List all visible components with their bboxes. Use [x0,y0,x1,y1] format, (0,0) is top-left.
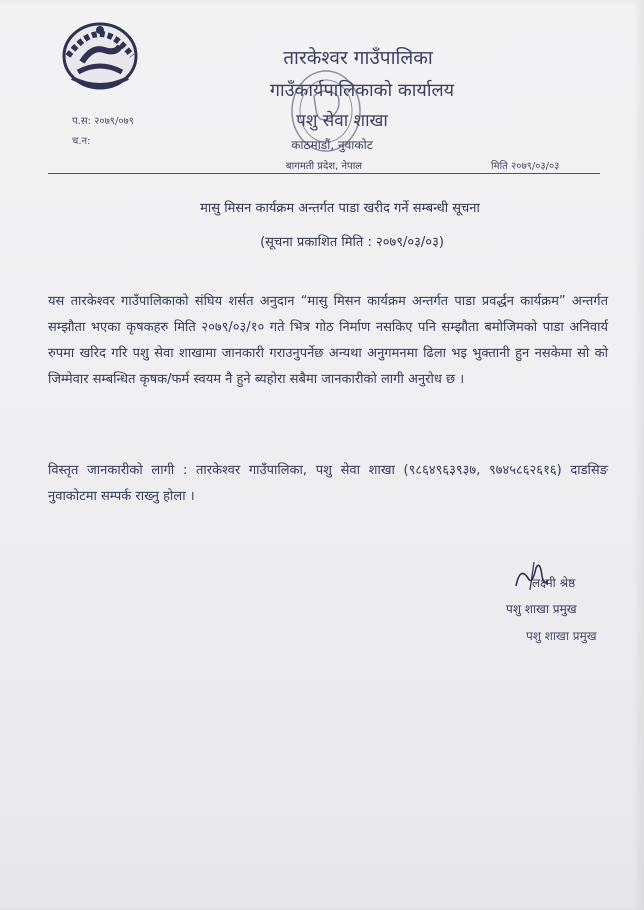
section-name: पशु सेवा शाखा [296,111,388,131]
reference-number: प.स: २०७९/०७९ [72,116,134,127]
letter-date: मिति २०७९/०३/०३ [491,161,560,172]
notice-publish-date: (सूचना प्रकाशित मिति : २०७९/०३/०३) [260,235,444,250]
signatory-position-handwritten: पशु शाखा प्रमुख [506,602,577,616]
office-name: गाउँकार्यपालिकाको कार्यालय [269,80,455,101]
signatory-name: लक्ष्मी श्रेष्ठ [532,576,576,590]
header-divider [48,173,600,174]
signatory-position: पशु शाखा प्रमुख [526,629,597,643]
notice-title: मासु मिसन कार्यक्रम अन्तर्गत पाडा खरीद गर्ने सम्बन्धी सूचना [200,201,480,216]
dispatch-number: च.न: [72,136,91,147]
office-province: बागमती प्रदेश, नेपाल [285,161,363,172]
office-stamp-icon [286,66,366,156]
notice-body-paragraph: यस तारकेश्वर गाउँपालिकाको संघिय शर्सत अनुदान “मासु मिसन कार्यक्रम अन्तर्गत पाडा प्रवर्द्धन कार्यक्रम” अन्तर्गत सम्झौता भएका कृषकहरु मिति २०७९/०३/१० गते भित्र गोठ निर्माण नसकिए पनि सम्झौता बमोजिमको पाडा अनिवार्य रुपमा खरिद गरि पशु सेवा शाखामा जानकारी गराउनुपर्नेछ अन्यथा अनुगमनमा ढिला भइ भुक्तानी हुन नसकेमा सो को जिम्मेवार सम्बन्धित कृषक/फर्म स्वयम नै हुने ब्यहोरा सबैमा जानकारीको लागी अनुरोध छ । [48,294,608,387]
contact-paragraph: विस्तृत जानकारीको लागी : तारकेश्वर गाउँपालिका, पशु सेवा शाखा (९८६४९६३९३७, ९७४५८६२६१६) दाडसिङ नुवाकोटमा सम्पर्क राख्नु होला । [48,463,608,504]
municipality-name: तारकेश्वर गाउँपालिका [283,47,433,69]
office-location: काठमाडौं, नुवाकोट [291,138,373,152]
